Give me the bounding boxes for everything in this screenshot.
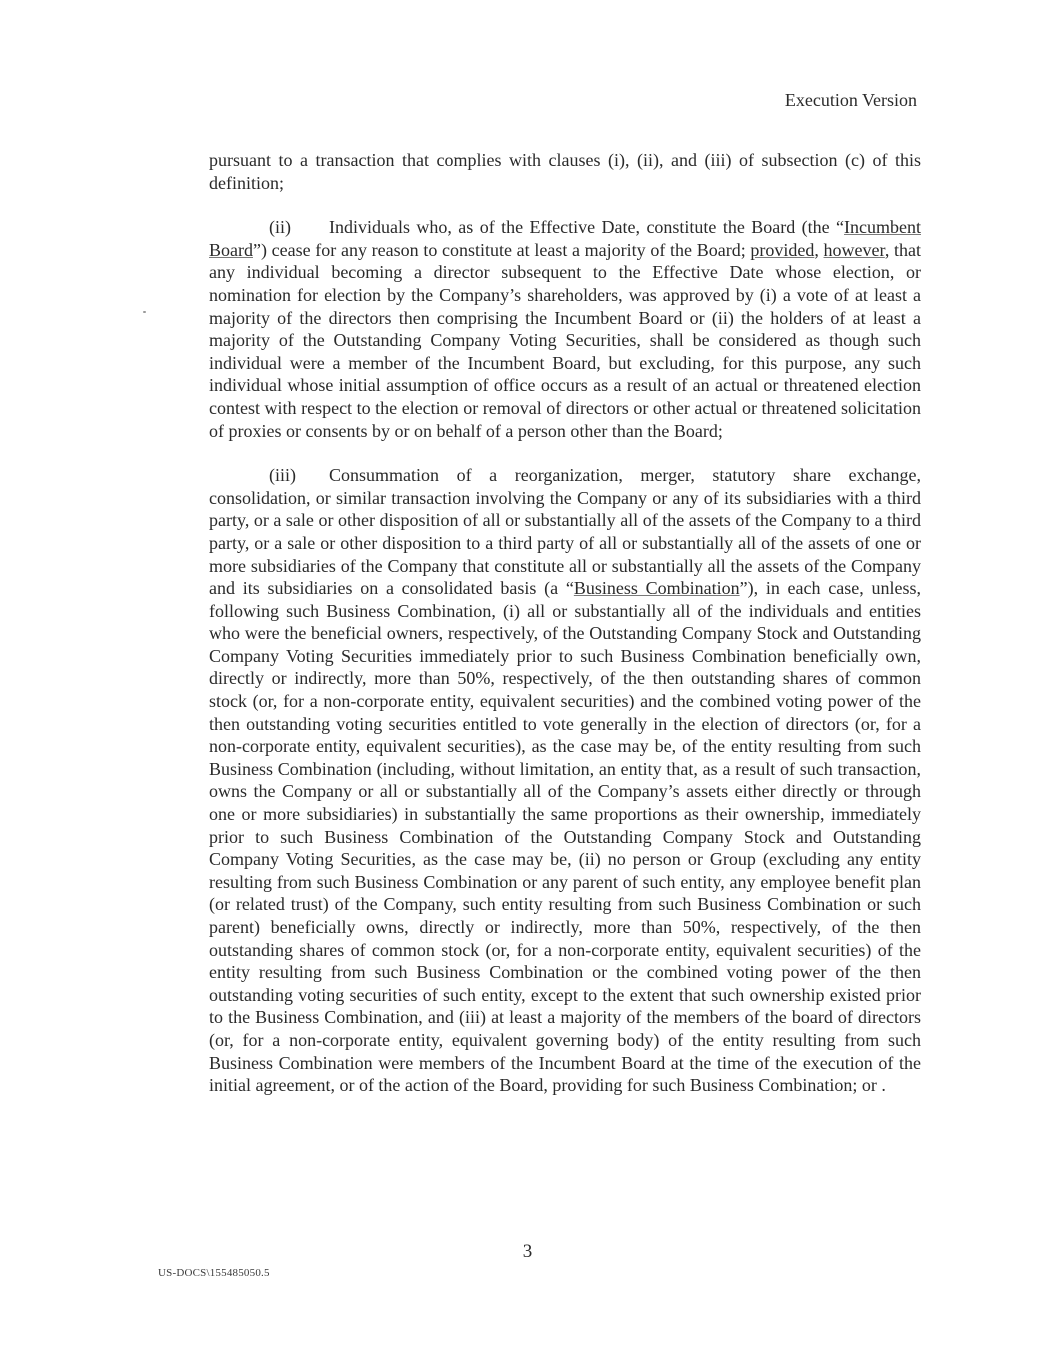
defined-term-incumbent-board: Incumbent Board [209,217,921,260]
paragraph-ii-comma: , [814,239,824,260]
term-however: however [823,239,885,260]
document-id-footer: US-DOCS\155485050.5 [158,1267,270,1279]
paragraph-iii-text-1: Consummation of a reorganization, merger, statutory share exchange, consolidation, or similar transaction involving the Company or any of its subsidiaries with a third party, or a sale or other disposition of all or substantially all of the assets of the Company to a third party, or a sale or other disposition to a third party of all or substantially all of the assets of one or more subsidiaries of the Company that constitute all or substantially all the assets of the Company and its subsidiaries on a consolidated basis (a “ [209,465,921,599]
defined-term-business-combination: Business Combination [573,578,740,599]
paragraph-iii-number: (iii) [269,465,296,486]
paragraph-ii [209,216,921,442]
paragraph-iii [209,464,921,1097]
paragraph-ii-number: (ii) [269,217,291,238]
paragraph-ii-text-2: ”) cease for any reason to constitute at least a majority of the Board; [253,239,751,260]
term-provided: provided [750,239,815,260]
scan-mark [143,311,146,313]
execution-version-header: Execution Version [784,90,917,110]
page-number: 3 [522,1241,533,1262]
paragraph-intro-text: pursuant to a transaction that complies with clauses (i), (ii), and (iii) of subsection (c) of this definition; [209,150,921,193]
document-body [209,149,921,1097]
paragraph-ii-text-1: Individuals who, as of the Effective Date, constitute the Board (the “ [329,217,845,238]
paragraph-intro [209,149,921,194]
paragraph-iii-text-2: ”), in each case, unless, following such Business Combination, (i) all or substantially all of the individuals and entities who were the beneficial owners, respectively, of the Outstanding Company Stock and Outstanding Company Voting Securities immediately prior to such Business Combination beneficially own, directly or indirectly, more than 50%, respectively, of the then outstanding shares of common stock (or, for a non-corporate entity, equivalent securities) and the combined voting power of the then outstanding voting securities entitled to vote generally in the election of directors (or, for a non-corporate entity, equivalent securities), as the case may be, of the entity resulting from such Business Combination (including, without limitation, an entity that, as a result of such transaction, owns the Company or all or substantially all of the Company’s assets either directly or through one or more subsidiaries) in substantially the same proportions as their ownership, immediately prior to such Business Combination of the Outstanding Company Stock and Outstanding Company Voting Securities, as the case may be, (ii) no person or Group (excluding any entity resulting from such Business Combination or any parent of such entity, any employee benefit plan (or related trust) of the Company, such entity resulting from such Business Combination or such parent) beneficially owns, directly or indirectly, more than 50%, respectively, of the then outstanding shares of common stock (or, for a non-corporate entity, equivalent securities) of the entity resulting from such Business Combination or the combined voting power of the then outstanding voting securities of such entity, except to the extent that such ownership existed prior to the Business Combination, and (iii) at least a majority of the members of the board of directors (or, for a non-corporate entity, equivalent governing body) of the entity resulting from such Business Combination were members of the Incumbent Board at the time of the execution of the initial agreement, or of the action of the Board, providing for such Business Combination; or . [209,578,921,1096]
paragraph-ii-text-3: , that any individual becoming a director subsequent to the Effective Date whose election, or nomination for election by the Company’s shareholders, was approved by (i) a vote of at least a majority of the directors then comprising the Incumbent Board or (ii) the holders of at least a majority of the Outstanding Company Voting Securities, shall be considered as though such individual were a member of the Incumbent Board, but excluding, for this purpose, any such individual whose initial assumption of office occurs as a result of an actual or threatened election contest with respect to the election or removal of directors or other actual or threatened solicitation of proxies or consents by or on behalf of a person other than the Board; [209,239,921,441]
